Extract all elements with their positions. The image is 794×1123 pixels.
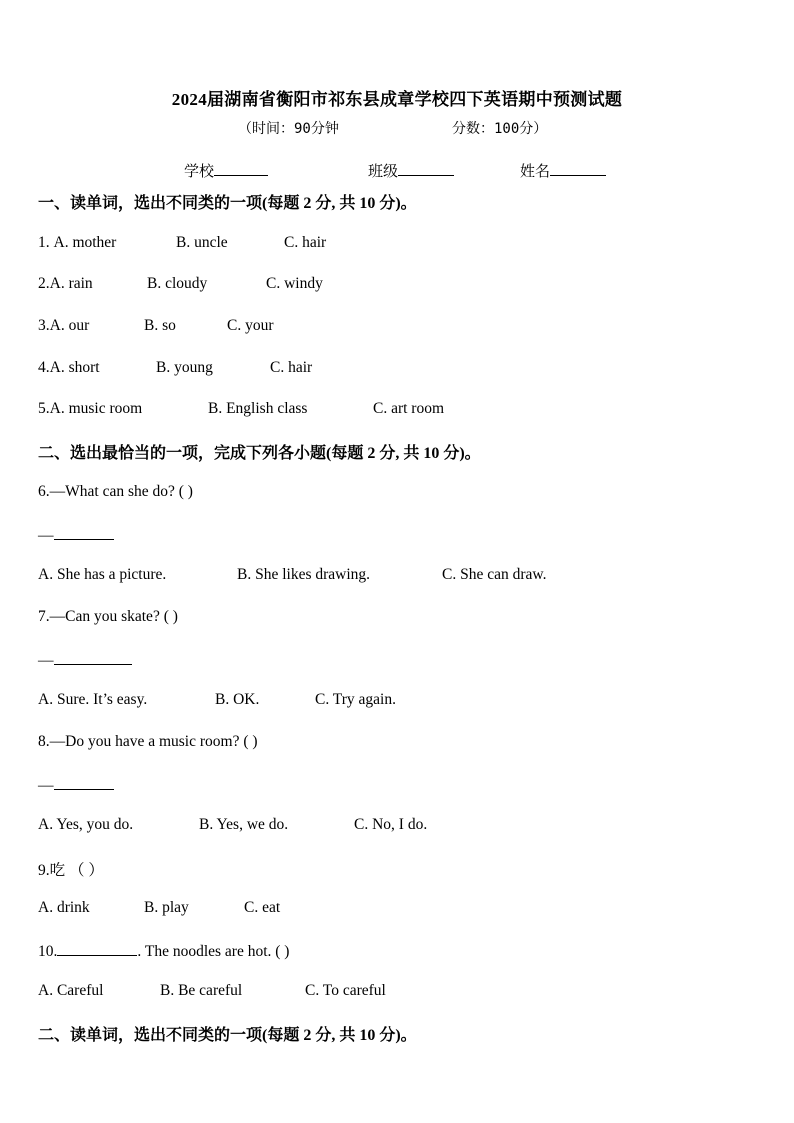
question-8 bbox=[38, 733, 258, 751]
option-c: C. art room bbox=[373, 400, 445, 417]
option-c: C. No, I do. bbox=[354, 816, 428, 833]
option-b: B. uncle bbox=[176, 234, 228, 251]
option-a: A. music room bbox=[49, 400, 143, 417]
options-9 bbox=[38, 899, 281, 917]
option-b: B. Be careful bbox=[160, 982, 243, 999]
class-blank bbox=[398, 160, 454, 176]
section2-heading: 二、选出最恰当的一项，完成下列各小题(每题 2 分, 共 10 分)。 bbox=[38, 445, 481, 462]
question-text: —Do you have a music room? ( ) bbox=[49, 733, 258, 750]
section1-heading: 一、读单词，选出不同类的一项(每题 2 分, 共 10 分)。 bbox=[38, 195, 417, 212]
option-b: B. OK. bbox=[215, 691, 260, 708]
dash: — bbox=[38, 527, 54, 544]
option-a: A. She has a picture. bbox=[38, 566, 167, 583]
question-number: 8. bbox=[38, 733, 50, 750]
question-10 bbox=[38, 941, 289, 961]
option-a: A. short bbox=[49, 359, 100, 376]
answer-line-7 bbox=[38, 650, 132, 670]
option-a: A. Sure. It’s easy. bbox=[38, 691, 148, 708]
school-blank bbox=[214, 160, 268, 176]
options-10 bbox=[38, 982, 386, 1000]
options-6 bbox=[38, 566, 547, 584]
option-c: C. your bbox=[227, 317, 274, 334]
question-number: 6. bbox=[38, 483, 50, 500]
school-label: 学校 bbox=[184, 164, 215, 180]
question-number: 1. bbox=[38, 234, 54, 251]
question-number: 2. bbox=[38, 275, 50, 292]
question-7 bbox=[38, 608, 178, 626]
section3-heading: 二、读单词，选出不同类的一项(每题 2 分, 共 10 分)。 bbox=[38, 1027, 417, 1044]
dash: — bbox=[38, 777, 54, 794]
exam-score: 分数：100分） bbox=[452, 121, 548, 137]
option-c: C. eat bbox=[244, 899, 281, 916]
option-c: C. windy bbox=[266, 275, 323, 292]
question-2 bbox=[38, 275, 323, 293]
option-b: B. so bbox=[144, 317, 176, 334]
question-4 bbox=[38, 359, 313, 377]
option-b: B. young bbox=[156, 359, 213, 376]
question-number: 5. bbox=[38, 400, 50, 417]
question-number: 4. bbox=[38, 359, 50, 376]
question-3 bbox=[38, 317, 274, 335]
option-a: A. mother bbox=[53, 234, 117, 251]
option-c: C. hair bbox=[284, 234, 327, 251]
option-b: B. She likes drawing. bbox=[237, 566, 371, 583]
option-b: B. play bbox=[144, 899, 189, 916]
option-c: C. hair bbox=[270, 359, 313, 376]
option-c: C. To careful bbox=[305, 982, 386, 999]
option-a: A. our bbox=[49, 317, 90, 334]
options-7 bbox=[38, 691, 396, 709]
answer-line-8 bbox=[38, 775, 114, 795]
name-label: 姓名 bbox=[520, 164, 551, 180]
option-a: A. Yes, you do. bbox=[38, 816, 134, 833]
option-a: A. Careful bbox=[38, 982, 104, 999]
page-title: 2024届湖南省衡阳市祁东县成章学校四下英语期中预测试题 bbox=[171, 90, 623, 109]
options-8 bbox=[38, 816, 428, 834]
answer-blank bbox=[54, 525, 114, 540]
name-blank bbox=[550, 160, 606, 176]
question-6 bbox=[38, 483, 193, 501]
class-label: 班级 bbox=[368, 164, 399, 180]
question-text: . The noodles are hot. ( ) bbox=[137, 943, 290, 960]
option-c: C. She can draw. bbox=[442, 566, 547, 583]
question-text: 吃 （ ） bbox=[49, 862, 104, 879]
option-c: C. Try again. bbox=[315, 691, 396, 708]
question-9 bbox=[38, 858, 104, 880]
class-field bbox=[368, 160, 454, 181]
option-b: B. cloudy bbox=[147, 275, 208, 292]
question-number: 3. bbox=[38, 317, 50, 334]
question-number: 10. bbox=[38, 943, 58, 960]
school-field bbox=[184, 160, 268, 181]
answer-blank bbox=[54, 775, 114, 790]
answer-line-6 bbox=[38, 525, 114, 545]
option-b: B. Yes, we do. bbox=[199, 816, 289, 833]
option-b: B. English class bbox=[208, 400, 308, 417]
question-number: 7. bbox=[38, 608, 50, 625]
question-1 bbox=[38, 234, 327, 252]
question-text: —What can she do? ( ) bbox=[49, 483, 193, 500]
option-a: A. drink bbox=[38, 899, 90, 916]
option-a: A. rain bbox=[49, 275, 93, 292]
answer-blank bbox=[57, 941, 137, 956]
name-field bbox=[520, 160, 606, 181]
question-number: 9. bbox=[38, 862, 50, 879]
question-5 bbox=[38, 400, 445, 418]
answer-blank bbox=[54, 650, 132, 665]
question-text: —Can you skate? ( ) bbox=[49, 608, 178, 625]
dash: — bbox=[38, 652, 54, 669]
exam-time: （时间：90分钟 bbox=[238, 121, 339, 137]
